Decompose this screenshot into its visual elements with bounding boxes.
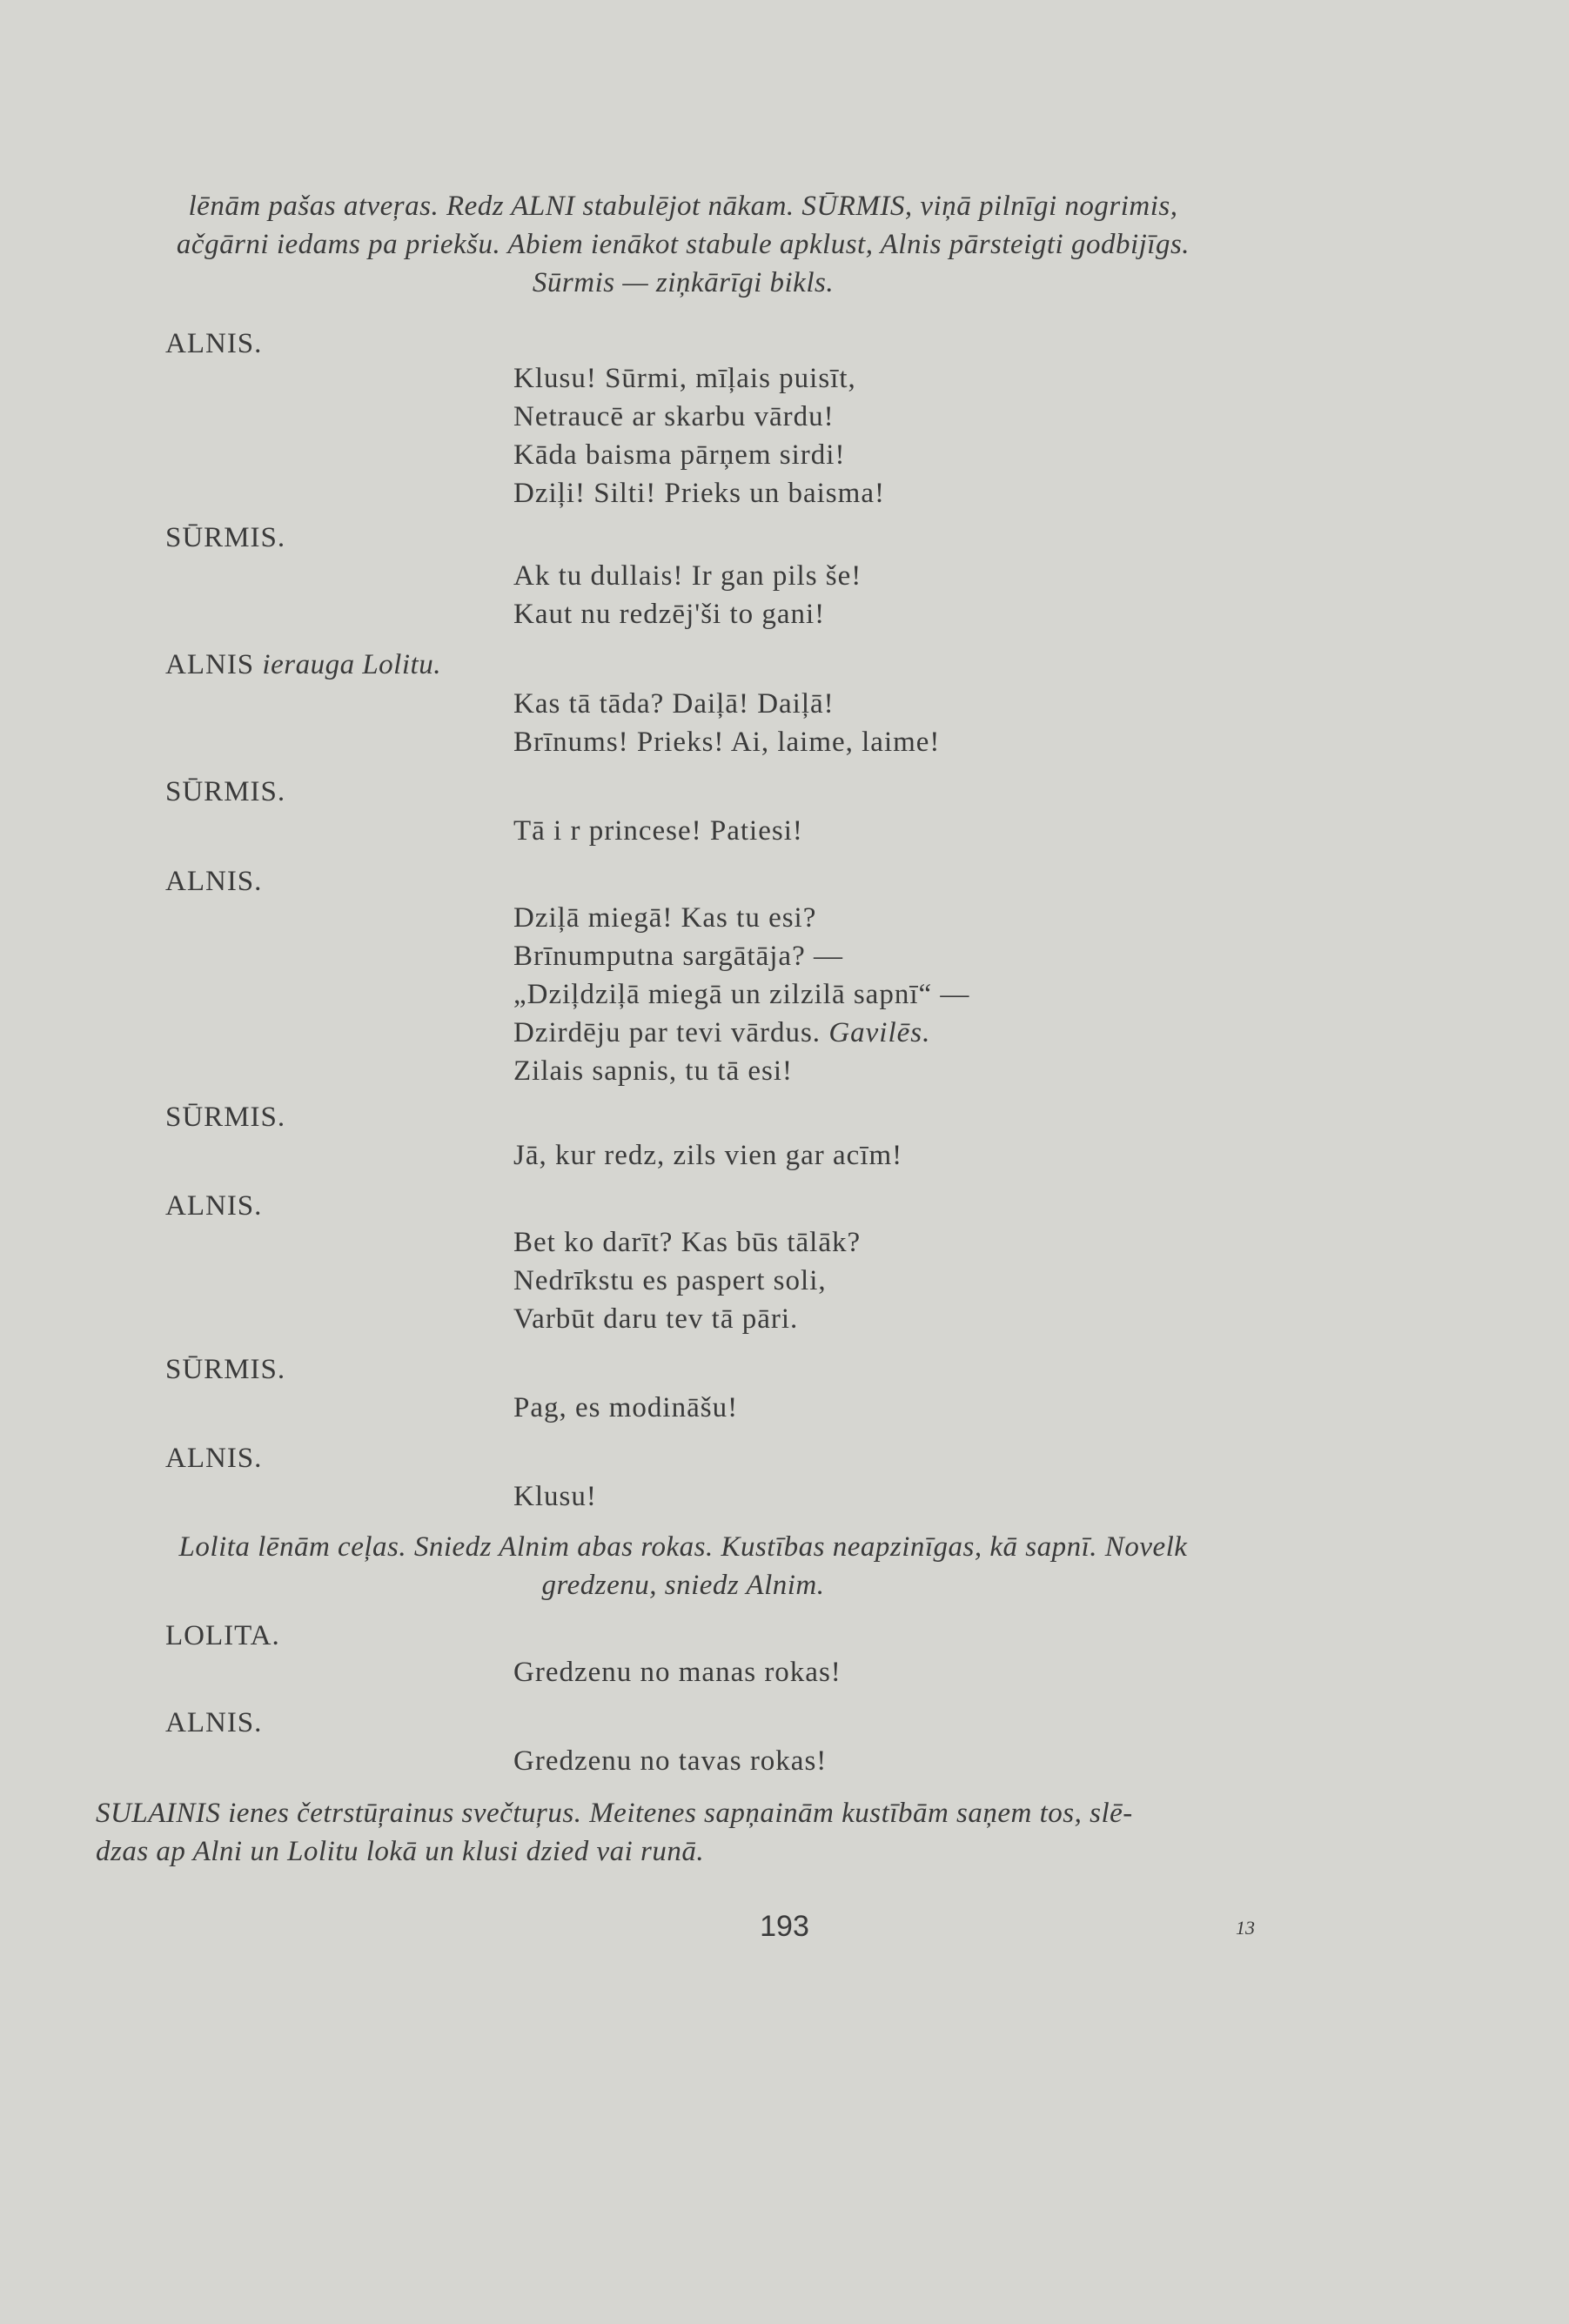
verse-line: „Dziļdziļā miegā un zilzilā sapnī“ — — [513, 979, 970, 1010]
speaker-name: ALNIS. — [165, 1443, 263, 1474]
verse-block — [513, 812, 803, 850]
printer-signature-mark: 13 — [1236, 1917, 1255, 1939]
speaker-name: SŪRMIS. — [165, 1102, 286, 1133]
stage-direction-middle — [96, 1528, 1271, 1604]
verse-block — [513, 1136, 902, 1175]
speaker-name: ALNIS. — [165, 1190, 263, 1222]
verse-line: Kāda baisma pārņem sirdi! — [513, 439, 846, 471]
verse-line: Brīnumputna sargātāja? — — [513, 941, 843, 972]
speaker-direction: ierauga Lolitu. — [262, 649, 441, 680]
stage-line: SULAINIS ienes četrstūŗainus svečtuŗus. Meitenes sapņainām kustībām saņem tos, slē- — [96, 1798, 1133, 1829]
verse-line: Klusu! Sūrmi, mīļais puisīt, — [513, 363, 856, 394]
verse-line: Pag, es modināšu! — [513, 1392, 739, 1423]
speaker-label: ALNIS — [165, 649, 255, 680]
verse-line: Gredzenu no tavas rokas! — [513, 1745, 828, 1777]
stage-line: lēnām pašas atveŗas. Redz ALNI stabulējot nākam. SŪRMIS, viņā pilnīgi nogrimis, — [188, 191, 1178, 222]
verse-line: Varbūt daru tev tā pāri. — [513, 1303, 799, 1335]
verse-block — [513, 557, 862, 633]
verse-block — [513, 1653, 841, 1691]
verse-text: Dzirdēju par tevi vārdus. — [513, 1017, 821, 1048]
speaker-name: SŪRMIS. — [165, 522, 286, 553]
verse-line: Nedrīkstu es paspert soli, — [513, 1265, 827, 1296]
speaker-name: LOLITA. — [165, 1620, 280, 1651]
verse-block — [513, 1389, 738, 1427]
verse-block — [513, 359, 885, 512]
verse-block — [513, 1223, 861, 1338]
verse-block — [513, 1477, 597, 1516]
verse-line: Kaut nu redzēj'ši to gani! — [513, 599, 826, 630]
speaker-name: ALNIS. — [165, 1707, 263, 1738]
verse-line: Ak tu dullais! Ir gan pils še! — [513, 560, 862, 592]
speaker-name: ALNIS. — [165, 866, 263, 897]
stage-line: Sūrmis — ziņkārīgi bikls. — [532, 267, 835, 298]
stage-direction-opening — [96, 187, 1271, 302]
verse-line: Kas tā tāda? Daiļā! Daiļā! — [513, 688, 835, 720]
speaker-name: ALNIS. — [165, 328, 263, 359]
verse-block — [513, 685, 940, 761]
verse-line: Brīnums! Prieks! Ai, laime, laime! — [513, 727, 941, 758]
verse-line: Tā i r princese! Patiesi! — [513, 815, 803, 847]
speaker-name — [165, 646, 441, 684]
speaker-name: SŪRMIS. — [165, 776, 286, 807]
inline-stage-direction: Gavilēs. — [828, 1017, 931, 1048]
verse-line: Dziļi! Silti! Prieks un baisma! — [513, 478, 885, 509]
verse-line: Gredzenu no manas rokas! — [513, 1657, 841, 1688]
page-number: 193 — [760, 1910, 809, 1943]
verse-line — [513, 1014, 969, 1052]
stage-line: ačgārni iedams pa priekšu. Abiem ienākot stabule apklust, Alnis pārsteigti godbijīgs. — [176, 229, 1190, 260]
verse-line: Klusu! — [513, 1481, 597, 1512]
speaker-name: SŪRMIS. — [165, 1354, 286, 1385]
stage-line: gredzenu, sniedz Alnim. — [541, 1570, 825, 1601]
verse-block — [513, 899, 969, 1090]
verse-line: Netraucē ar skarbu vārdu! — [513, 401, 835, 432]
stage-line: dzas ap Alni un Lolitu lokā un klusi dzied vai runā. — [96, 1836, 705, 1867]
verse-block — [513, 1742, 827, 1780]
verse-line: Zilais sapnis, tu tā esi! — [513, 1055, 794, 1087]
verse-line: Jā, kur redz, zils vien gar acīm! — [513, 1140, 903, 1171]
stage-direction-closing — [96, 1794, 1271, 1871]
verse-line: Bet ko darīt? Kas būs tālāk? — [513, 1227, 862, 1258]
verse-line: Dziļā miegā! Kas tu esi? — [513, 902, 817, 934]
stage-line: Lolita lēnām ceļas. Sniedz Alnim abas rokas. Kustības neapzinīgas, kā sapnī. Novelk — [178, 1531, 1188, 1563]
